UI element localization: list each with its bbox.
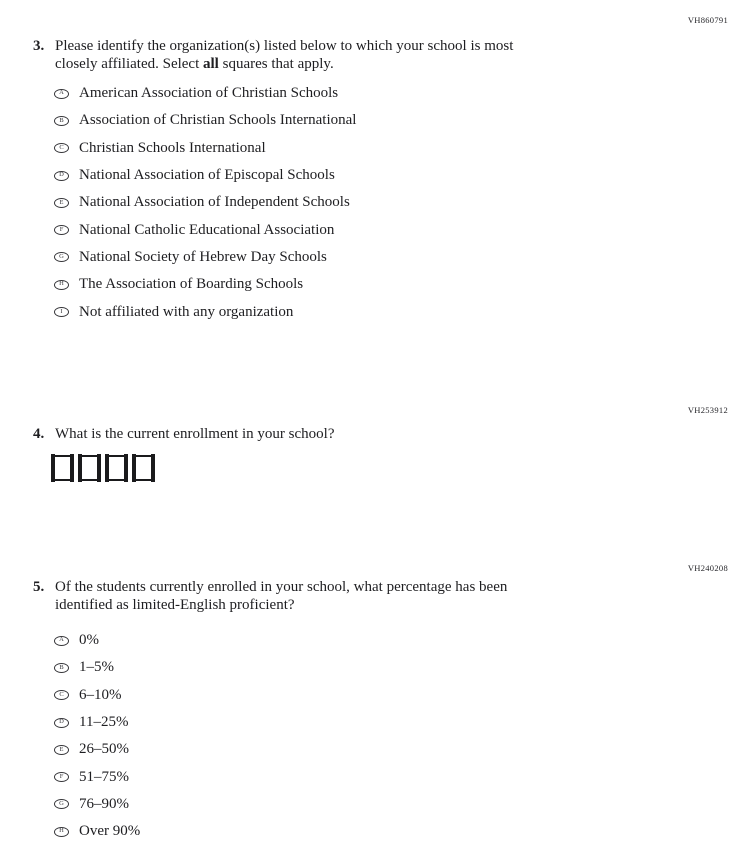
answer-bubble-icon[interactable]: D: [54, 718, 69, 728]
digit-box-frame: [81, 455, 98, 481]
enrollment-digit-box[interactable]: [105, 454, 128, 482]
answer-option: [54, 162, 513, 189]
question-5: [33, 578, 507, 845]
question-5-options: [54, 627, 507, 845]
question-code-q4: VH253912: [687, 405, 728, 415]
answer-option: [54, 627, 507, 654]
answer-bubble-icon[interactable]: E: [54, 745, 69, 755]
answer-label: American Association of Christian Schools: [79, 85, 339, 102]
question-code-q5: VH240208: [687, 563, 728, 573]
question-number: 4.: [33, 426, 45, 442]
answer-option: [54, 818, 507, 845]
question-number: 5.: [33, 579, 45, 595]
answer-option: [54, 189, 513, 216]
answer-bubble-icon[interactable]: G: [54, 252, 69, 262]
question-5-head: [33, 578, 507, 614]
answer-bubble-icon[interactable]: B: [54, 663, 69, 673]
answer-bubble-icon[interactable]: B: [54, 116, 69, 126]
answer-label: Christian Schools International: [79, 139, 266, 156]
question-prompt: [55, 578, 507, 614]
answer-label: 0%: [79, 632, 99, 649]
answer-option: [54, 135, 513, 162]
question-4: [33, 425, 335, 482]
answer-label: Association of Christian Schools International: [79, 112, 357, 129]
answer-label: National Catholic Educational Association: [79, 221, 335, 238]
answer-option: [54, 709, 507, 736]
prompt-line-1: What is the current enrollment in your school?: [55, 426, 335, 442]
digit-box-frame: [108, 455, 125, 481]
answer-label: 76–90%: [79, 795, 129, 812]
answer-bubble-icon[interactable]: F: [54, 772, 69, 782]
answer-label: 26–50%: [79, 741, 129, 758]
prompt-line-1: Of the students currently enrolled in your school, what percentage has been: [55, 579, 508, 595]
question-3-head: [33, 37, 513, 73]
answer-label: 1–5%: [79, 659, 114, 676]
enrollment-digit-box[interactable]: [78, 454, 101, 482]
answer-bubble-icon[interactable]: G: [54, 799, 69, 809]
answer-bubble-icon[interactable]: E: [54, 198, 69, 208]
answer-bubble-icon[interactable]: H: [54, 827, 69, 837]
question-prompt: [55, 425, 335, 443]
answer-option: [54, 736, 507, 763]
answer-bubble-icon[interactable]: D: [54, 171, 69, 181]
answer-label: National Association of Independent Schools: [79, 194, 350, 211]
answer-label: 11–25%: [79, 714, 129, 731]
answer-bubble-icon[interactable]: H: [54, 280, 69, 290]
question-4-head: [33, 425, 335, 443]
digit-box-frame: [54, 455, 71, 481]
answer-option: [54, 216, 513, 243]
question-3-options: [54, 80, 513, 326]
answer-bubble-icon[interactable]: C: [54, 690, 69, 700]
question-prompt: [55, 37, 513, 73]
prompt-line-2: [55, 55, 513, 73]
answer-option: [54, 80, 513, 107]
answer-label: 51–75%: [79, 768, 129, 785]
prompt-line-2: identified as limited-English proficient?: [55, 597, 295, 613]
question-code-q3: VH860791: [687, 15, 728, 25]
answer-bubble-icon[interactable]: C: [54, 143, 69, 153]
answer-option: [54, 791, 507, 818]
prompt-bold-text: all: [203, 56, 219, 72]
answer-option: [54, 682, 507, 709]
answer-option: [54, 763, 507, 790]
question-number: 3.: [33, 38, 45, 54]
prompt-line-1: Please identify the organization(s) listed below to which your school is most: [55, 38, 514, 54]
enrollment-digit-boxes: [51, 454, 335, 482]
digit-box-frame: [135, 455, 152, 481]
answer-bubble-icon[interactable]: A: [54, 89, 69, 99]
question-3: [33, 37, 513, 326]
answer-option: [54, 298, 513, 325]
answer-label: 6–10%: [79, 686, 122, 703]
answer-label: Not affiliated with any organization: [79, 303, 294, 320]
answer-bubble-icon[interactable]: F: [54, 225, 69, 235]
answer-option: [54, 244, 513, 271]
answer-label: National Society of Hebrew Day Schools: [79, 248, 327, 265]
answer-bubble-icon[interactable]: I: [54, 307, 69, 317]
prompt-text: squares that apply.: [218, 56, 334, 72]
prompt-text: closely affiliated. Select: [55, 56, 204, 72]
enrollment-digit-box[interactable]: [132, 454, 155, 482]
answer-label: The Association of Boarding Schools: [79, 276, 304, 293]
answer-label: Over 90%: [79, 823, 141, 840]
answer-option: [54, 107, 513, 134]
answer-option: [54, 654, 507, 681]
answer-bubble-icon[interactable]: A: [54, 636, 69, 646]
answer-option: [54, 271, 513, 298]
answer-label: National Association of Episcopal Schools: [79, 167, 335, 184]
enrollment-digit-box[interactable]: [51, 454, 74, 482]
